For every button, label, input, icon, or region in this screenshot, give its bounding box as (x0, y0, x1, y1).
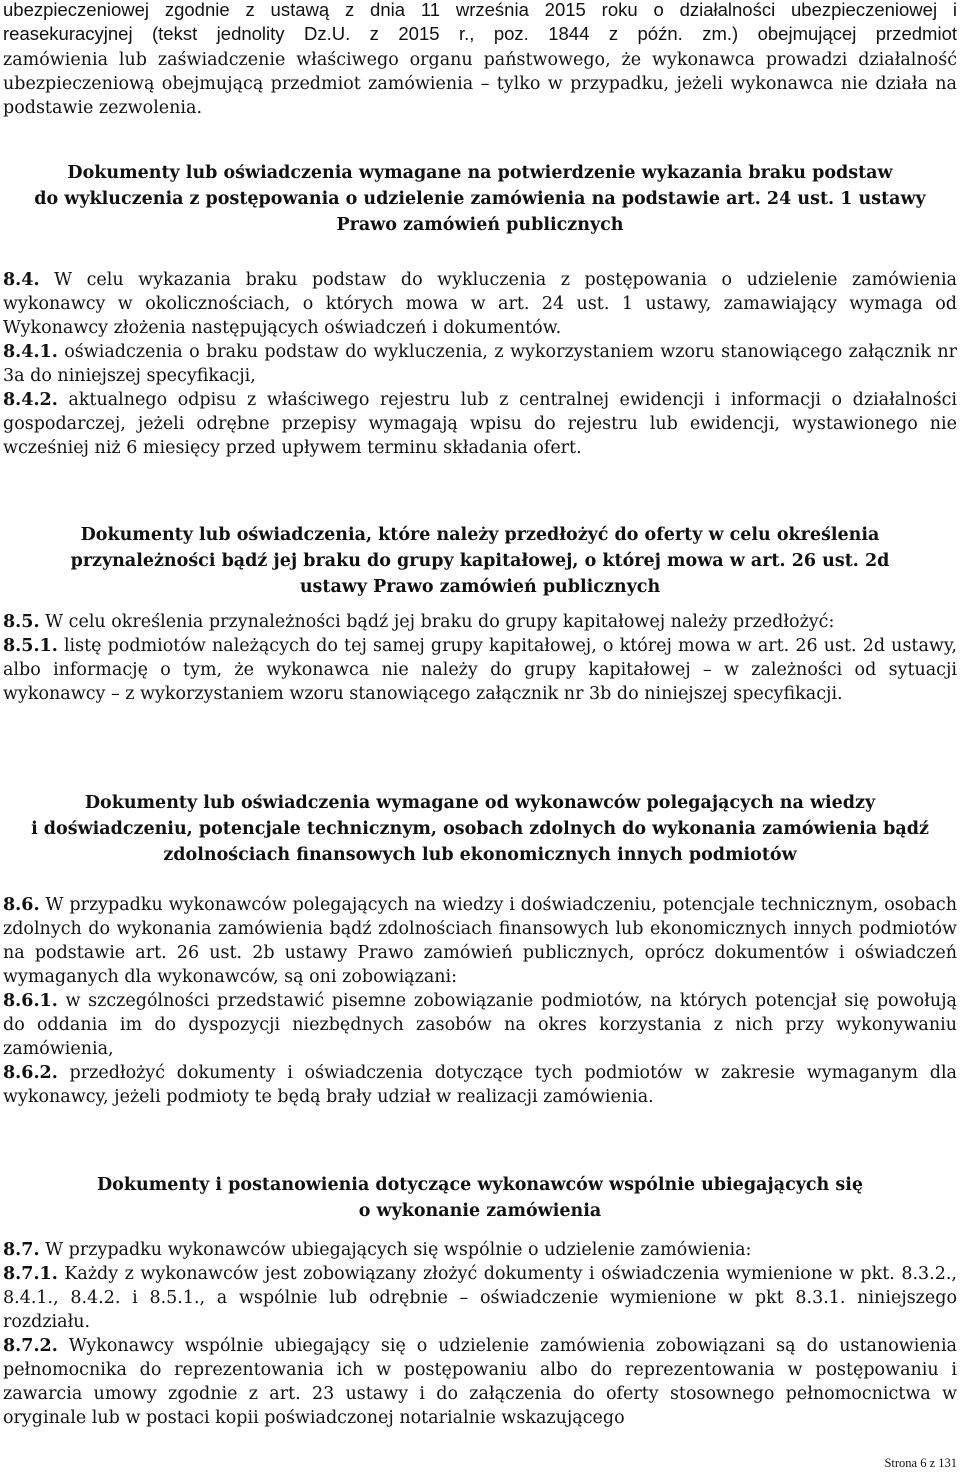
item-text: Każdy z wykonawców jest zobowiązany złożyć dokumenty i oświadczenia wymienione w pkt. 8.3.2., 8.4.1., 8.4.2. i 8.5.1., a wspólnie lub odrębnie – oświadczenie wymienione w pkt 8.3.1. niniejszego rozdziału. (3, 1264, 957, 1332)
section-3-items (3, 893, 957, 1109)
section-1-items (3, 268, 957, 460)
section-2-heading (3, 522, 957, 600)
list-item (3, 989, 957, 1061)
section-heading-line: o wykonanie zamówienia (358, 1201, 602, 1221)
section-heading-line: do wykluczenia z postępowania o udzielenie zamówienia na podstawie art. 24 ust. 1 ustawy (34, 189, 926, 209)
item-number: 8.4.2. (3, 390, 58, 410)
list-item (3, 268, 957, 340)
section-heading-line: Dokumenty lub oświadczenia, które należy przedłożyć do oferty w celu określenia (80, 525, 880, 545)
list-item (3, 340, 957, 388)
section-heading-line: Prawo zamówień publicznych (336, 215, 624, 235)
list-item (3, 634, 957, 706)
section-heading-line: i doświadczeniu, potencjale technicznym, osobach zdolnych do wykonania zamówienia bądź (31, 819, 929, 839)
list-item (3, 893, 957, 989)
intro-line-1: ubezpieczeniowej zgodnie z ustawą z dnia 11 września 2015 roku o działalności ubezpieczeniowej i (3, 0, 957, 20)
section-2-items (3, 610, 957, 706)
item-text: przedłożyć dokumenty i oświadczenia dotyczące tych podmiotów w zakresie wymaganym dla wykonawcy, jeżeli podmioty te będą brały udział w realizacji zamówienia. (3, 1063, 957, 1107)
intro-line-2: reasekuracyjnej (tekst jednolity Dz.U. z 2015 r., poz. 1844 z późn. zm.) obejmującej przedmiot (3, 23, 957, 44)
item-number: 8.4.1. (3, 342, 58, 362)
item-number: 8.7.1. (3, 1264, 58, 1284)
list-item (3, 1334, 957, 1430)
item-number: 8.6. (3, 895, 40, 915)
item-text: w szczególności przedstawić pisemne zobowiązanie podmiotów, na których potencjał się powołują do oddania im do dyspozycji niezbędnych zasobów na okres korzystania z nich przy wykonywaniu zamówienia, (3, 991, 957, 1059)
list-item (3, 1262, 957, 1334)
section-heading-line: Dokumenty lub oświadczenia wymagane na potwierdzenie wykazania braku podstaw (67, 163, 893, 183)
section-heading-line: Dokumenty lub oświadczenia wymagane od wykonawców polegających na wiedzy (84, 793, 876, 813)
item-text: W przypadku wykonawców polegających na wiedzy i doświadczeniu, potencjale technicznym, osobach zdolnych do wykonania zamówienia bądź zdolnościach finansowych lub ekonomicznych innych podmiotów na podstawie art. 26 ust. 2b ustawy Prawo zamówień publicznych, oprócz dokumentów i oświadczeń wymaganych dla wykonawców, są oni zobowiązani: (3, 895, 957, 987)
section-1-heading (3, 160, 957, 238)
item-number: 8.6.1. (3, 991, 58, 1011)
item-number: 8.7. (3, 1240, 40, 1260)
item-number: 8.7.2. (3, 1336, 58, 1356)
item-text: oświadczenia o braku podstaw do wykluczenia, z wykorzystaniem wzoru stanowiącego załącznik nr 3a do niniejszej specyfikacji, (3, 342, 957, 386)
list-item (3, 388, 957, 460)
page-number: Strona 6 z 131 (884, 1456, 957, 1470)
item-text: W celu wykazania braku podstaw do wykluczenia z postępowania o udzielenie zamówienia wykonawcy w okolicznościach, o których mowa w art. 24 ust. 1 ustawy, zamawiający wymaga od Wykonawcy złożenia następujących oświadczeń i dokumentów. (3, 270, 957, 338)
section-4-items (3, 1238, 957, 1430)
item-number: 8.5.1. (3, 636, 58, 656)
item-text: Wykonawcy wspólnie ubiegający się o udzielenie zamówienia zobowiązani są do ustanowienia pełnomocnika do reprezentowania ich w postępowaniu albo do reprezentowania w postępowaniu i zawarcia umowy zgodnie z art. 23 ustawy i do załączenia do oferty stosownego pełnomocnictwa w oryginale lub w postaci kopii poświadczonej notarialnie wskazującego (3, 1336, 957, 1428)
item-text: aktualnego odpisu z właściwego rejestru lub z centralnej ewidencji i informacji o działalności gospodarczej, jeżeli odrębne przepisy wymagają wpisu do rejestru lub ewidencji, wystawionego nie wcześniej niż 6 miesięcy przed upływem terminu składania ofert. (3, 390, 957, 458)
section-heading-line: zdolnościach finansowych lub ekonomicznych innych podmiotów (163, 845, 797, 865)
section-3-heading (3, 790, 957, 868)
section-heading-line: Dokumenty i postanowienia dotyczące wykonawców wspólnie ubiegających się (97, 1175, 863, 1195)
intro-paragraph (3, 0, 957, 120)
section-heading-line: przynależności bądź jej braku do grupy kapitałowej, o której mowa w art. 26 ust. 2d (70, 551, 890, 571)
list-item (3, 610, 957, 634)
item-text: W celu określenia przynależności bądź jej braku do grupy kapitałowej należy przedłożyć: (45, 612, 835, 632)
item-number: 8.6.2. (3, 1063, 58, 1083)
item-text: listę podmiotów należących do tej samej grupy kapitałowej, o której mowa w art. 26 ust. 2d ustawy, albo informację o tym, że wykonawca nie należy do grupy kapitałowej – w zależności od sytuacji wykonawcy – z wykorzystaniem wzoru stanowiącego załącznik nr 3b do niniejszej specyfikacji. (3, 636, 957, 704)
section-4-heading (3, 1172, 957, 1224)
item-number: 8.4. (3, 270, 40, 290)
list-item (3, 1061, 957, 1109)
intro-rest: zamówienia lub zaświadczenie właściwego organu państwowego, że wykonawca prowadzi działalność ubezpieczeniową obejmującą przedmiot zamówienia – tylko w przypadku, jeżeli wykonawca nie działa na podstawie zezwolenia. (3, 50, 957, 118)
item-text: W przypadku wykonawców ubiegających się wspólnie o udzielenie zamówienia: (45, 1240, 752, 1260)
list-item (3, 1238, 957, 1262)
item-number: 8.5. (3, 612, 40, 632)
section-heading-line: ustawy Prawo zamówień publicznych (299, 577, 661, 597)
